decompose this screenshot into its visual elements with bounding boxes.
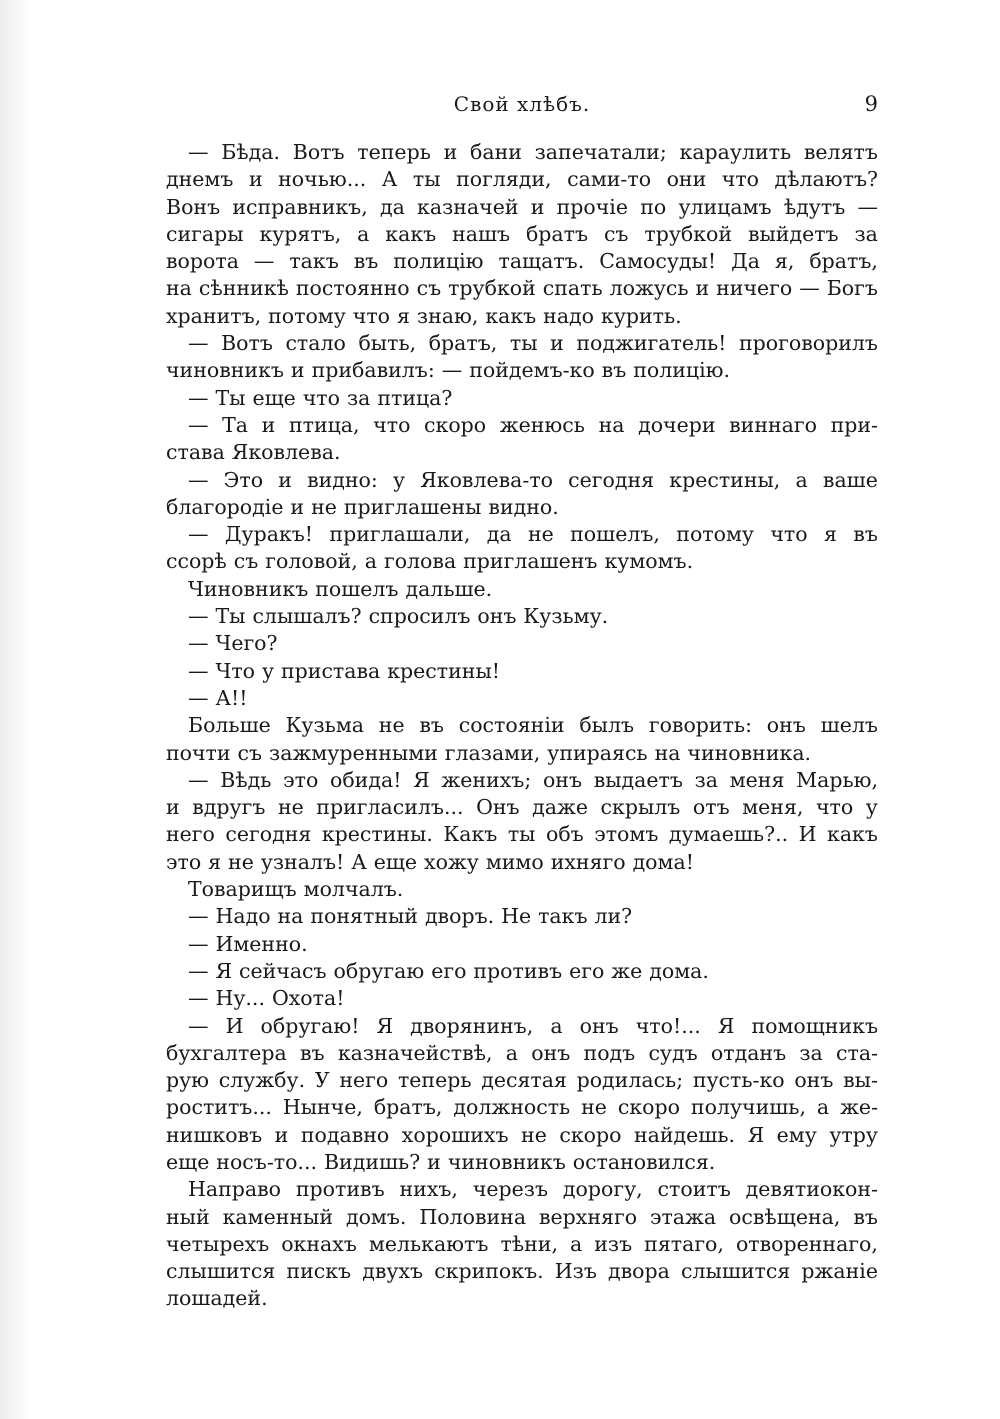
- text-line: сигары курятъ, а какъ нашъ братъ съ трубкой выйдетъ за: [166, 221, 878, 246]
- text-line: роститъ... Нынче, братъ, должность не скоро получишь, а же-: [166, 1095, 878, 1120]
- text-line: — Вотъ стало быть, братъ, ты и поджигатель! проговорилъ: [188, 331, 878, 356]
- text-line: рую службу. У него теперь десятая родилась; пусть-ко онъ вы-: [166, 1068, 878, 1093]
- running-header: [166, 92, 878, 124]
- text-line: это я не узналъ! А еще хожу мимо ихняго дома!: [166, 849, 694, 874]
- text-line: Товарищъ молчалъ.: [188, 877, 404, 902]
- text-line: четырехъ окнахъ мелькаютъ тѣни, а изъ пятаго, отвореннаго,: [166, 1231, 878, 1256]
- text-line: става Яковлева.: [166, 440, 341, 465]
- text-line: — Ты слышалъ? спросилъ онъ Кузьму.: [188, 604, 609, 629]
- text-line: — Та и птица, что скоро женюсь на дочери виннаго при-: [188, 412, 878, 437]
- text-line: хранитъ, потому что я знаю, какъ надо курить.: [166, 303, 682, 328]
- page-edge-shadow: [0, 0, 30, 1419]
- page-number: 9: [864, 92, 878, 116]
- text-line: — Ну... Охота!: [188, 986, 345, 1011]
- text-line: еще носъ-то... Видишь? и чиновникъ остановился.: [166, 1149, 716, 1174]
- text-line: — Надо на понятный дворъ. Не такъ ли?: [188, 904, 633, 929]
- text-line: — Я сейчасъ обругаю его противъ его же дома.: [188, 958, 709, 983]
- text-line: ворота — такъ въ полицію тащатъ. Самосуды! Да я, братъ,: [166, 249, 878, 274]
- text-line: — Дуракъ! приглашали, да не пошелъ, потому что я въ: [188, 522, 878, 547]
- text-line: слышится пискъ двухъ скрипокъ. Изъ двора слышится ржаніе: [166, 1259, 878, 1284]
- text-line: на сѣнникѣ постоянно съ трубкой спать ложусь и ничего — Богъ: [166, 276, 878, 301]
- text-line: Направо противъ нихъ, черезъ дорогу, стоитъ девятиокон-: [188, 1177, 878, 1202]
- text-line: чиновникъ и прибавилъ: — пойдемъ-ко въ полицію.: [166, 358, 731, 383]
- text-line: и вдругъ не пригласилъ... Онъ даже скрылъ отъ меня, что у: [166, 795, 878, 820]
- text-line: бухгалтера въ казначействѣ, а онъ подъ судъ отданъ за ста-: [166, 1040, 878, 1065]
- text-line: — И обругаю! Я дворянинъ, а онъ что!... Я помощникъ: [188, 1013, 878, 1038]
- text-line: — Вѣдь это обида! Я женихъ; онъ выдаетъ за меня Марью,: [188, 767, 878, 792]
- text-line: него сегодня крестины. Какъ ты объ этомъ думаешь?.. И какъ: [166, 822, 878, 847]
- text-line: Чиновникъ пошелъ дальше.: [188, 576, 493, 601]
- text-line: почти съ зажмуренными глазами, упираясь на чиновника.: [166, 740, 812, 765]
- text-line: днемъ и ночью... А ты погляди, сами-то они что дѣлаютъ?: [166, 167, 878, 192]
- text-line: — Именно.: [188, 931, 308, 956]
- text-line: Вонъ исправникъ, да казначей и прочіе по улицамъ ѣдутъ —: [166, 194, 878, 219]
- text-line: — Чего?: [188, 631, 278, 656]
- text-line: — А!!: [188, 685, 248, 710]
- body-text: [166, 139, 878, 1313]
- text-line: — Что у пристава крестины!: [188, 658, 501, 683]
- text-line: ссорѣ съ головой, а голова приглашенъ кумомъ.: [166, 549, 694, 574]
- text-line: — Ты еще что за птица?: [188, 385, 453, 410]
- text-line: нишковъ и подавно хорошихъ не скоро найдешь. Я ему утру: [166, 1122, 878, 1147]
- running-title: Свой хлѣбъ.: [453, 92, 591, 116]
- text-line: ный каменный домъ. Половина верхняго этажа освѣщена, въ: [166, 1204, 878, 1229]
- text-line: лошадей.: [166, 1286, 268, 1311]
- text-line: Больше Кузьма не въ состояніи былъ говорить: онъ шелъ: [188, 713, 878, 738]
- text-line: — Бѣда. Вотъ теперь и бани запечатали; караулить велятъ: [188, 140, 878, 164]
- text-line: — Это и видно: у Яковлева-то сегодня крестины, а ваше: [188, 467, 878, 492]
- text-line: благородіе и не приглашены видно.: [166, 494, 559, 519]
